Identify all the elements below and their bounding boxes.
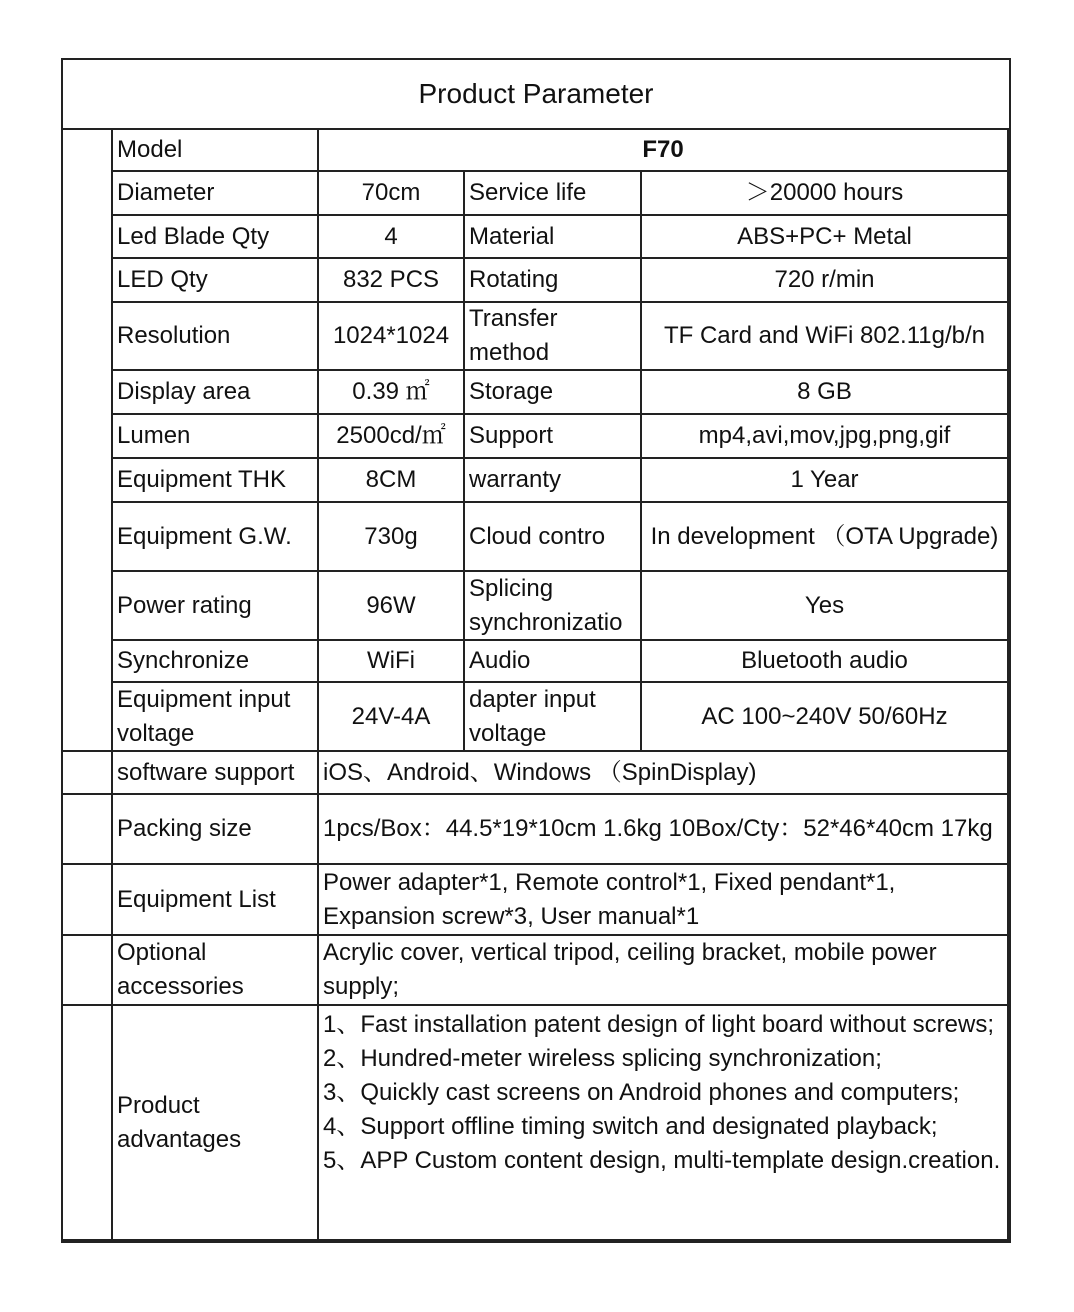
advantages-list	[319, 1006, 1009, 1241]
spec-value: Yes	[642, 572, 1009, 641]
spec-value: 720 r/min	[642, 259, 1009, 303]
spec-label: Audio	[465, 641, 642, 683]
spec-value: TF Card and WiFi 802.11g/b/n	[642, 303, 1009, 371]
spec-label: Equipment THK	[113, 459, 319, 503]
spec-label: Material	[465, 216, 642, 259]
spec-label: Resolution	[113, 303, 319, 371]
blank-index-cell	[63, 865, 113, 936]
advantage-item: 5、APP Custom content design, multi-template design.creation.	[323, 1147, 1001, 1174]
spec-label: Display area	[113, 371, 319, 415]
row-label: Packing size	[113, 795, 319, 865]
spec-label: Led Blade Qty	[113, 216, 319, 259]
spec-value: 0.39 ㎡	[319, 371, 465, 415]
spec-label: Equipment G.W.	[113, 503, 319, 572]
row-value: Acrylic cover, vertical tripod, ceiling bracket, mobile power supply;	[319, 936, 1009, 1006]
spec-label: Equipment input voltage	[113, 683, 319, 752]
spec-value: 4	[319, 216, 465, 259]
spec-value: 24V-4A	[319, 683, 465, 752]
spec-label: Service life	[465, 172, 642, 216]
spec-value: ABS+PC+ Metal	[642, 216, 1009, 259]
spec-label: Support	[465, 415, 642, 459]
spec-label: Diameter	[113, 172, 319, 216]
spec-label: Synchronize	[113, 641, 319, 683]
advantage-item: 2、Hundred-meter wireless splicing synchronization;	[323, 1045, 882, 1072]
spec-label: Transfer method	[465, 303, 642, 371]
parameter-table	[61, 58, 1011, 1243]
spec-value: WiFi	[319, 641, 465, 683]
spec-value: 832 PCS	[319, 259, 465, 303]
spec-label: Model	[113, 130, 319, 172]
spec-value: 1024*1024	[319, 303, 465, 371]
spec-label: LED Qty	[113, 259, 319, 303]
spec-value: 8CM	[319, 459, 465, 503]
row-value: 1pcs/Box：44.5*19*10cm 1.6kg 10Box/Cty：52*46*40cm 17kg	[319, 795, 1009, 865]
spec-label: Rotating	[465, 259, 642, 303]
spec-value: Bluetooth audio	[642, 641, 1009, 683]
advantages-label: Product advantages	[113, 1006, 319, 1241]
row-label: Equipment List	[113, 865, 319, 936]
row-label: Optional accessories	[113, 936, 319, 1006]
spec-label: Power rating	[113, 572, 319, 641]
row-label: software support	[113, 752, 319, 795]
spec-label: Cloud contro	[465, 503, 642, 572]
blank-index-cell	[63, 1006, 113, 1241]
advantage-item: 1、Fast installation patent design of light board without screws;	[323, 1011, 995, 1038]
spec-value: 1 Year	[642, 459, 1009, 503]
spec-value: ＞20000 hours	[642, 172, 1009, 216]
spec-label: dapter input voltage	[465, 683, 642, 752]
blank-index-cell	[63, 936, 113, 1006]
model-value: F70	[319, 130, 1009, 172]
spec-label: Storage	[465, 371, 642, 415]
spec-value: mp4,avi,mov,jpg,png,gif	[642, 415, 1009, 459]
blank-index-cell	[63, 795, 113, 865]
blank-index-cell	[63, 130, 113, 752]
spec-value: AC 100~240V 50/60Hz	[642, 683, 1009, 752]
spec-label: warranty	[465, 459, 642, 503]
spec-value: 70cm	[319, 172, 465, 216]
spec-value: 2500cd/㎡	[319, 415, 465, 459]
spec-value: 96W	[319, 572, 465, 641]
row-value: iOS、Android、Windows （SpinDisplay)	[319, 752, 1009, 795]
advantage-item: 3、Quickly cast screens on Android phones and computers;	[323, 1079, 960, 1106]
row-value: Power adapter*1, Remote control*1, Fixed pendant*1, Expansion screw*3, User manual*1	[319, 865, 1009, 936]
blank-index-cell	[63, 752, 113, 795]
spec-label: Splicing synchronizatio	[465, 572, 642, 641]
spec-value: In development （OTA Upgrade)	[642, 503, 1009, 572]
spec-label: Lumen	[113, 415, 319, 459]
table-title: Product Parameter	[63, 60, 1009, 130]
spec-value: 730g	[319, 503, 465, 572]
spec-value: 8 GB	[642, 371, 1009, 415]
advantage-item: 4、Support offline timing switch and designated playback;	[323, 1113, 938, 1140]
